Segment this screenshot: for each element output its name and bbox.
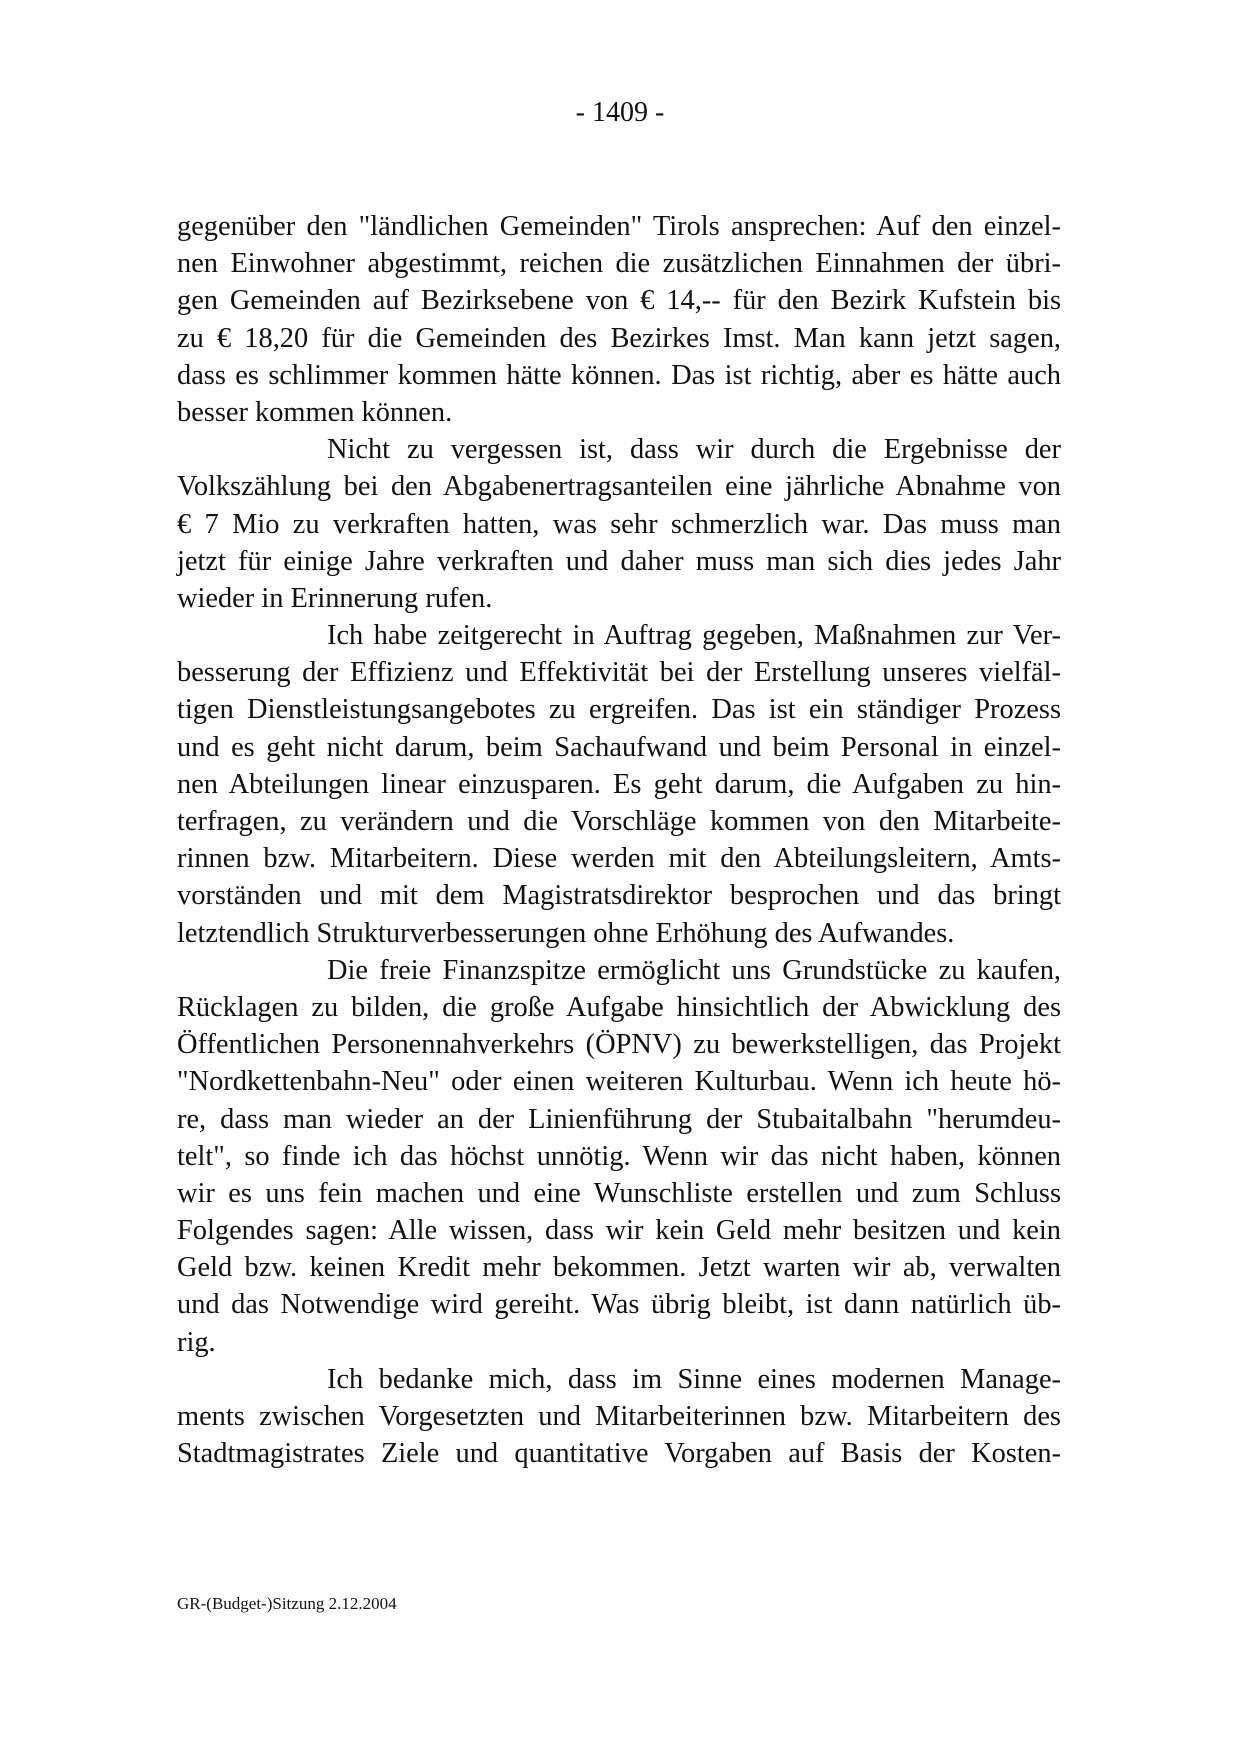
text-line: ments zwischen Vorgesetzten und Mitarbeiterinnen bzw. Mitarbeitern des <box>177 1401 1061 1432</box>
text-line: tigen Dienstleistungsangebotes zu ergreifen. Das ist ein ständiger Prozess <box>177 694 1061 726</box>
text-line: jetzt für einige Jahre verkraften und daher muss man sich dies jedes Jahr <box>177 545 1061 577</box>
paragraph-2 <box>177 431 1061 617</box>
text-line: Geld bzw. keinen Kredit mehr bekommen. Jetzt warten wir ab, verwalten <box>177 1252 1061 1284</box>
text-line: zu € 18,20 für die Gemeinden des Bezirkes Imst. Man kann jetzt sagen, <box>177 322 1061 354</box>
text-line: gegenüber den "ländlichen Gemeinden" Tirols ansprechen: Auf den einzel- <box>177 211 1061 242</box>
text-line: Volkszählung bei den Abgabenertragsanteilen eine jährliche Abnahme von <box>177 471 1061 503</box>
text-line: terfragen, zu verändern und die Vorschläge kommen von den Mitarbeite- <box>177 806 1061 837</box>
page-number: - 1409 - <box>575 97 665 128</box>
text-line: rinnen bzw. Mitarbeitern. Diese werden mit den Abteilungsleitern, Amts- <box>177 843 1061 875</box>
text-line: "Nordkettenbahn-Neu" oder einen weiteren Kulturbau. Wenn ich heute hö- <box>177 1066 1061 1098</box>
text-line: Die freie Finanzspitze ermöglicht uns Grundstücke zu kaufen, <box>327 954 1061 986</box>
paragraph-1 <box>177 208 1061 431</box>
paragraph-5 <box>177 1361 1061 1473</box>
text-line: Ich habe zeitgerecht in Auftrag gegeben, Maßnahmen zur Ver- <box>327 620 1061 652</box>
paragraph-3 <box>177 617 1061 952</box>
text-line: vorständen und mit dem Magistratsdirektor besprochen und das bringt <box>177 880 1061 912</box>
text-line: € 7 Mio zu verkraften hatten, was sehr schmerzlich war. Das muss man <box>177 508 1061 540</box>
text-line: Nicht zu vergessen ist, dass wir durch die Ergebnisse der <box>327 434 1061 466</box>
text-line: Öffentlichen Personennahverkehrs (ÖPNV) zu bewerkstelligen, das Projekt <box>177 1029 1061 1061</box>
text-line: besser kommen können. <box>177 396 453 428</box>
text-line: und das Notwendige wird gereiht. Was übrig bleibt, ist dann natürlich üb- <box>177 1289 1061 1321</box>
text-line: und es geht nicht darum, beim Sachaufwand und beim Personal in einzel- <box>177 731 1061 763</box>
text-line: Rücklagen zu bilden, die große Aufgabe hinsichtlich der Abwicklung des <box>177 991 1061 1023</box>
text-line: Folgendes sagen: Alle wissen, dass wir kein Geld mehr besitzen und kein <box>177 1215 1061 1247</box>
text-line: rig. <box>177 1326 216 1358</box>
text-line: Ich bedanke mich, dass im Sinne eines modernen Manage- <box>327 1363 1061 1395</box>
text-line: gen Gemeinden auf Bezirksebene von € 14,-- für den Bezirk Kufstein bis <box>177 285 1061 317</box>
text-line: wieder in Erinnerung rufen. <box>177 582 493 614</box>
body-text <box>177 208 1061 1472</box>
text-line: nen Abteilungen linear einzusparen. Es geht darum, die Aufgaben zu hin- <box>177 768 1061 800</box>
text-line: besserung der Effizienz und Effektivität bei der Erstellung unseres vielfäl- <box>177 657 1061 689</box>
page-footer: GR-(Budget-)Sitzung 2.12.2004 <box>177 1594 397 1613</box>
text-line: wir es uns fein machen und eine Wunschliste erstellen und zum Schluss <box>177 1177 1061 1209</box>
text-line: nen Einwohner abgestimmt, reichen die zusätzlichen Einnahmen der übri- <box>177 248 1061 280</box>
text-line: dass es schlimmer kommen hätte können. Das ist richtig, aber es hätte auch <box>177 359 1061 391</box>
paragraph-4 <box>177 952 1061 1361</box>
text-line: telt", so finde ich das höchst unnötig. Wenn wir das nicht haben, können <box>177 1140 1061 1172</box>
text-line: Stadtmagistrates Ziele und quantitative Vorgaben auf Basis der Kosten- <box>177 1438 1061 1470</box>
text-line: letztendlich Strukturverbesserungen ohne Erhöhung des Aufwandes. <box>177 917 955 949</box>
text-line: re, dass man wieder an der Linienführung der Stubaitalbahn "herumdeu- <box>177 1103 1061 1135</box>
